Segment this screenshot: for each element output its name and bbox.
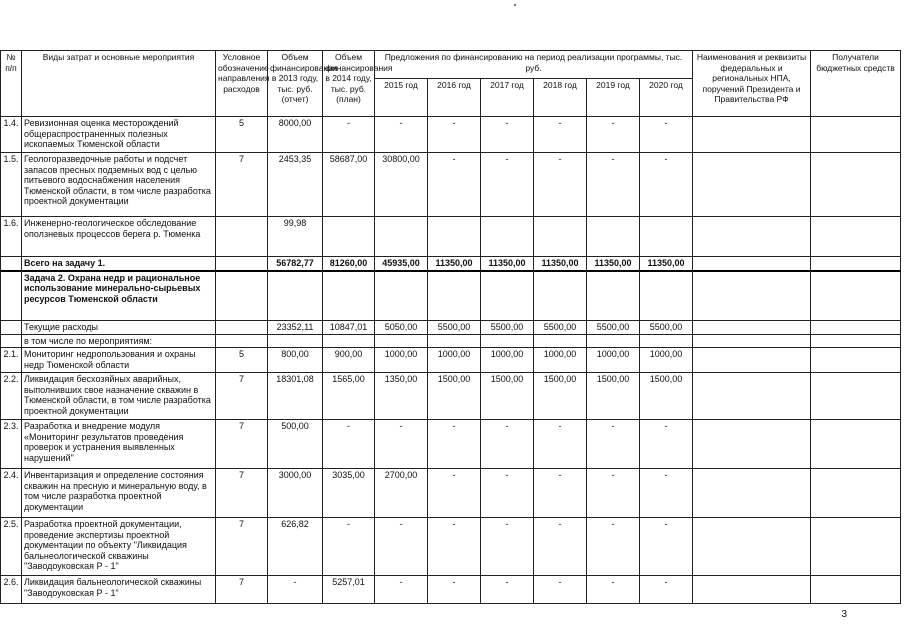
row-year-value: - <box>534 153 587 217</box>
row-year-value: 30800,00 <box>375 153 428 217</box>
row-year-value: - <box>428 153 481 217</box>
table-row <box>1 576 901 604</box>
row-number: 2.5. <box>1 518 22 576</box>
row-fin2014: 81260,00 <box>323 257 375 271</box>
table-row <box>1 153 901 217</box>
header-recipients: Получатели бюджетных средств <box>811 51 901 117</box>
row-number: 2.4. <box>1 469 22 518</box>
row-code: 7 <box>216 576 268 604</box>
row-year-value: - <box>587 153 640 217</box>
row-year-value: 1000,00 <box>534 348 587 373</box>
row-recipients <box>811 373 901 420</box>
page-number: 3 <box>841 609 847 620</box>
row-year-value: 11350,00 <box>640 257 693 271</box>
row-fin2014: 58687,00 <box>323 153 375 217</box>
row-recipients <box>811 321 901 335</box>
header-proposals: Предложения по финансированию на период реализации программы, тыс. руб. <box>375 51 693 79</box>
row-fin2014 <box>323 217 375 257</box>
row-year-value: - <box>534 518 587 576</box>
row-name: Ликвидация бальнеологической скважины "Заводоуковская Р - 1" <box>22 576 216 604</box>
row-year-value: - <box>587 576 640 604</box>
row-year-value: - <box>640 117 693 153</box>
row-fin2013: 18301,08 <box>268 373 323 420</box>
row-year-value: - <box>587 117 640 153</box>
table-row <box>1 348 901 373</box>
row-recipients <box>811 348 901 373</box>
row-year-value: 1000,00 <box>375 348 428 373</box>
row-year-value <box>587 217 640 257</box>
row-number: 2.1. <box>1 348 22 373</box>
row-year-value: 5500,00 <box>481 321 534 335</box>
row-year-value <box>481 334 534 348</box>
row-code <box>216 271 268 321</box>
row-year-value: - <box>534 469 587 518</box>
row-name: Инвентаризация и определение состояния скважин на пресную и минеральную воду, в том числе разработка проектной документации <box>22 469 216 518</box>
row-year-value: - <box>534 576 587 604</box>
row-year-value: - <box>640 153 693 217</box>
row-fin2013 <box>268 334 323 348</box>
row-recipients <box>811 257 901 271</box>
table-row <box>1 420 901 469</box>
row-year-value: 1500,00 <box>640 373 693 420</box>
row-recipients <box>811 271 901 321</box>
row-code: 7 <box>216 373 268 420</box>
row-fin2014: - <box>323 117 375 153</box>
row-code: 5 <box>216 117 268 153</box>
row-fin2014 <box>323 271 375 321</box>
row-year-value: - <box>587 469 640 518</box>
row-number <box>1 271 22 321</box>
row-year-value: 11350,00 <box>587 257 640 271</box>
row-code <box>216 257 268 271</box>
row-code <box>216 321 268 335</box>
row-fin2014: - <box>323 420 375 469</box>
row-code <box>216 334 268 348</box>
row-year-value: 1000,00 <box>481 348 534 373</box>
row-year-value: - <box>428 117 481 153</box>
row-year-value: 1000,00 <box>587 348 640 373</box>
row-number: 2.3. <box>1 420 22 469</box>
table-row <box>1 334 901 348</box>
row-fin2013: 56782,77 <box>268 257 323 271</box>
row-fin2013: 2453,35 <box>268 153 323 217</box>
row-year-value: - <box>481 576 534 604</box>
row-number: 2.6. <box>1 576 22 604</box>
row-npa <box>693 257 811 271</box>
row-name: Всего на задачу 1. <box>22 257 216 271</box>
table-header <box>1 51 901 117</box>
row-year-value: - <box>428 420 481 469</box>
row-number: 1.4. <box>1 117 22 153</box>
row-year-value: - <box>481 117 534 153</box>
row-year-value: 1500,00 <box>428 373 481 420</box>
row-year-value: 1000,00 <box>428 348 481 373</box>
row-year-value <box>640 217 693 257</box>
row-year-value: - <box>587 518 640 576</box>
header-npa: Наименования и реквизиты федеральных и региональных НПА, поручений Президента и Правительства РФ <box>693 51 811 117</box>
row-year-value: - <box>481 518 534 576</box>
header-year: 2017 год <box>481 79 534 117</box>
row-year-value: 1000,00 <box>640 348 693 373</box>
row-year-value: 1500,00 <box>481 373 534 420</box>
row-year-value: 1350,00 <box>375 373 428 420</box>
row-npa <box>693 217 811 257</box>
row-year-value <box>375 271 428 321</box>
row-year-value: 5500,00 <box>428 321 481 335</box>
row-recipients <box>811 469 901 518</box>
row-fin2014: 1565,00 <box>323 373 375 420</box>
row-fin2014: 5257,01 <box>323 576 375 604</box>
header-fin2013: Объем финансирования в 2013 году, тыс. руб. (отчет) <box>268 51 323 117</box>
row-name: Ревизионная оценка месторождений общераспространенных полезных ископаемых Тюменской области <box>22 117 216 153</box>
row-year-value <box>534 217 587 257</box>
row-npa <box>693 576 811 604</box>
row-year-value <box>428 334 481 348</box>
row-year-value <box>587 334 640 348</box>
row-recipients <box>811 420 901 469</box>
row-recipients <box>811 334 901 348</box>
row-year-value: - <box>587 420 640 469</box>
row-year-value: - <box>640 469 693 518</box>
row-recipients <box>811 217 901 257</box>
row-year-value: - <box>481 469 534 518</box>
row-npa <box>693 153 811 217</box>
row-fin2013: 8000,00 <box>268 117 323 153</box>
row-year-value: 11350,00 <box>534 257 587 271</box>
row-year-value <box>534 334 587 348</box>
row-code: 7 <box>216 420 268 469</box>
row-recipients <box>811 576 901 604</box>
row-year-value: - <box>375 518 428 576</box>
financing-table-sheet <box>0 50 901 604</box>
row-year-value <box>640 334 693 348</box>
row-name: Разработка и внедрение модуля «Мониторинг результатов проведения проверок и устранения выявленных нарушений" <box>22 420 216 469</box>
header-year: 2020 год <box>640 79 693 117</box>
row-year-value: - <box>640 518 693 576</box>
row-year-value <box>481 271 534 321</box>
row-year-value: - <box>481 420 534 469</box>
row-year-value: - <box>375 576 428 604</box>
financing-table <box>0 50 901 604</box>
row-recipients <box>811 153 901 217</box>
row-year-value: - <box>375 117 428 153</box>
table-row <box>1 217 901 257</box>
row-name: Текущие расходы <box>22 321 216 335</box>
table-row <box>1 257 901 271</box>
table-row <box>1 469 901 518</box>
row-year-value: - <box>640 576 693 604</box>
row-fin2014: 900,00 <box>323 348 375 373</box>
row-year-value: 45935,00 <box>375 257 428 271</box>
row-fin2013: 800,00 <box>268 348 323 373</box>
header-year: 2018 год <box>534 79 587 117</box>
row-number: 1.5. <box>1 153 22 217</box>
row-npa <box>693 348 811 373</box>
row-year-value: - <box>534 117 587 153</box>
header-num: № п/п <box>1 51 22 117</box>
row-year-value: - <box>534 420 587 469</box>
row-year-value: 5500,00 <box>534 321 587 335</box>
row-name: Геологоразведочные работы и подсчет запасов пресных подземных вод с целью питьевого водоснабжения населения Тюменской области, в том числе разработка проектной документации <box>22 153 216 217</box>
row-code: 7 <box>216 469 268 518</box>
row-year-value <box>375 217 428 257</box>
row-name: Задача 2. Охрана недр и рациональное использование минерально-сырьевых ресурсов Тюменской области <box>22 271 216 321</box>
scan-speck <box>514 4 516 6</box>
row-year-value <box>428 271 481 321</box>
row-year-value: 11350,00 <box>428 257 481 271</box>
row-name: Инженерно-геологическое обследование оползневых процессов берега р. Тюменка <box>22 217 216 257</box>
row-year-value: - <box>428 469 481 518</box>
row-year-value: - <box>428 576 481 604</box>
row-year-value: 11350,00 <box>481 257 534 271</box>
table-row <box>1 518 901 576</box>
row-npa <box>693 321 811 335</box>
row-year-value: 1500,00 <box>534 373 587 420</box>
row-year-value: 5500,00 <box>587 321 640 335</box>
row-fin2013: 500,00 <box>268 420 323 469</box>
row-year-value <box>587 271 640 321</box>
row-code <box>216 217 268 257</box>
row-number <box>1 321 22 335</box>
header-kind: Виды затрат и основные мероприятия <box>22 51 216 117</box>
row-year-value: - <box>428 518 481 576</box>
row-name: Разработка проектной документации, проведение экспертизы проектной документации по объекту "Ликвидация бальнеологической скважины "Заводоуковская Р - 1" <box>22 518 216 576</box>
table-row <box>1 373 901 420</box>
row-fin2014: - <box>323 518 375 576</box>
row-year-value: - <box>481 153 534 217</box>
row-year-value <box>640 271 693 321</box>
row-fin2013: 99,98 <box>268 217 323 257</box>
header-year: 2016 год <box>428 79 481 117</box>
row-code: 5 <box>216 348 268 373</box>
row-year-value <box>375 334 428 348</box>
row-npa <box>693 117 811 153</box>
table-row <box>1 271 901 321</box>
row-fin2014 <box>323 334 375 348</box>
row-number <box>1 334 22 348</box>
row-number: 1.6. <box>1 217 22 257</box>
row-recipients <box>811 518 901 576</box>
row-name: Мониторинг недропользования и охраны недр Тюменской области <box>22 348 216 373</box>
row-number: 2.2. <box>1 373 22 420</box>
row-year-value: 5500,00 <box>640 321 693 335</box>
row-year-value <box>481 217 534 257</box>
row-year-value <box>534 271 587 321</box>
header-code: Условное обозначение направления расходов <box>216 51 268 117</box>
row-npa <box>693 420 811 469</box>
row-code: 7 <box>216 153 268 217</box>
row-fin2014: 3035,00 <box>323 469 375 518</box>
row-recipients <box>811 117 901 153</box>
row-year-value: 2700,00 <box>375 469 428 518</box>
row-npa <box>693 373 811 420</box>
row-code: 7 <box>216 518 268 576</box>
row-number <box>1 257 22 271</box>
table-body <box>1 117 901 604</box>
row-fin2014: 10847,01 <box>323 321 375 335</box>
row-npa <box>693 271 811 321</box>
header-year: 2019 год <box>587 79 640 117</box>
table-row <box>1 117 901 153</box>
row-year-value: 1500,00 <box>587 373 640 420</box>
row-npa <box>693 334 811 348</box>
row-fin2013 <box>268 271 323 321</box>
row-name: Ликвидация бесхозяйных аварийных, выполнивших свое назначение скважин в Тюменской области, в том числе разработка проектной документации <box>22 373 216 420</box>
row-fin2013: - <box>268 576 323 604</box>
header-year: 2015 год <box>375 79 428 117</box>
row-year-value <box>428 217 481 257</box>
row-year-value: - <box>375 420 428 469</box>
row-year-value: - <box>640 420 693 469</box>
row-fin2013: 3000,00 <box>268 469 323 518</box>
row-fin2013: 626,82 <box>268 518 323 576</box>
row-name: в том числе по мероприятиям: <box>22 334 216 348</box>
table-row <box>1 321 901 335</box>
row-year-value: 5050,00 <box>375 321 428 335</box>
row-npa <box>693 469 811 518</box>
header-fin2014: Объем финансирования в 2014 году, тыс. руб. (план) <box>323 51 375 117</box>
row-npa <box>693 518 811 576</box>
row-fin2013: 23352,11 <box>268 321 323 335</box>
